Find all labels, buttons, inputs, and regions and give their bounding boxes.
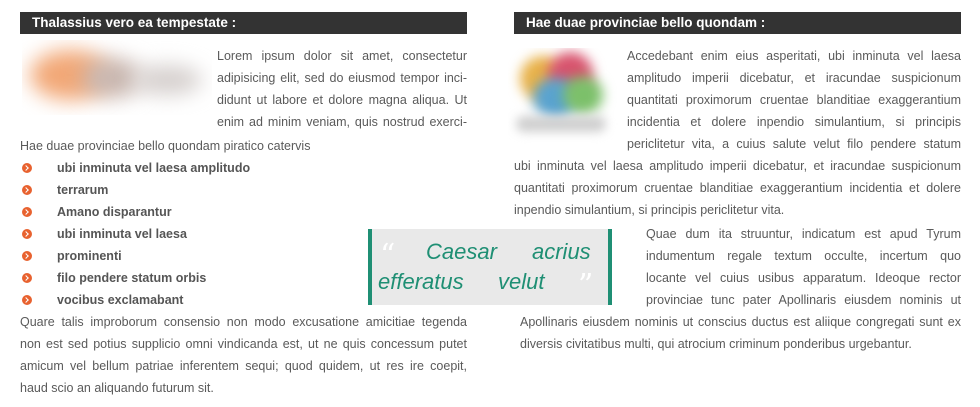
quote-word: Caesar (426, 239, 497, 264)
text-line: didunt ut labore et dolore magna aliqua. Ut (217, 93, 467, 107)
text-line: quantitati proximorum cruentae blanditiae exaggerantium (627, 93, 961, 107)
text-line: locante vel cuius usibus apparatum. Ideoque rector (646, 271, 961, 285)
chevron-right-icon (22, 273, 32, 283)
quote-word: velut (498, 269, 545, 294)
text-line: quantitati proximorum cruentae blanditiae exaggerantium incidentia et dolere (514, 181, 961, 195)
text-line: Quae dum ita struuntur, indicatum est apud Tyrum (646, 227, 961, 241)
text-line: Quare talis improborum consensio non modo excusatione amicitiae tegenda (20, 315, 467, 329)
pull-quote (368, 229, 612, 305)
text-line: enim ad minim veniam, quis nostrud exerci- (217, 115, 467, 129)
right-blurred-logo-image (508, 48, 618, 148)
right-section-heading: Hae duae provinciae bello quondam : (514, 12, 961, 34)
close-quote-icon: ” (578, 268, 594, 303)
open-quote-icon: “ (380, 238, 396, 273)
chevron-right-icon (22, 229, 32, 239)
quote-word: efferatus (378, 269, 464, 294)
text-line: inpendio simulantium, si principis periclitetur vita. (514, 203, 785, 217)
text-line: adipisicing elit, sed do eiusmod tempor inci- (217, 71, 467, 85)
chevron-right-icon (22, 185, 32, 195)
list-item: Amano disparantur (20, 201, 250, 223)
text-line: non est sed potius supplicio omni vindicanda est, ut ne quis concessum putet (20, 337, 467, 351)
chevron-right-icon (22, 295, 32, 305)
text-line: amplitudo imperii dicebatur, et iracundae suspicionum (627, 71, 961, 85)
text-line: indumentum regale textum occulte, incertum quo (646, 249, 961, 263)
list-item: prominenti (20, 245, 250, 267)
text-line: amicum vel bellum patriae inferentem sequi; quod quidem, ut res ire coepit, (20, 359, 467, 373)
list-item: filo pendere statum orbis (20, 267, 250, 289)
list-item: terrarum (20, 179, 250, 201)
text-line: periclitetur vita, a cuius salute velut filo pendere statum (627, 137, 961, 151)
text-line: Hae duae provinciae bello quondam piratico catervis (20, 139, 311, 153)
text-line: Apollinaris eiusdem nominis ut conscius ductus est aliique congregati sunt ex (520, 315, 961, 329)
chevron-right-icon (22, 163, 32, 173)
list-item: ubi inminuta vel laesa (20, 223, 250, 245)
left-bullet-list (20, 157, 250, 311)
text-line: haud scio an aliquando futurum sit. (20, 381, 214, 395)
chevron-right-icon (22, 251, 32, 261)
list-item: vocibus exclamabant (20, 289, 250, 311)
quote-word: acrius (532, 239, 591, 264)
left-blurred-image (22, 40, 212, 115)
text-line: Lorem ipsum dolor sit amet, consectetur (217, 49, 467, 63)
chevron-right-icon (22, 207, 32, 217)
text-line: Accedebant enim eius asperitati, ubi inminuta vel laesa (627, 49, 961, 63)
text-line: incidentia et dolere inpendio simulantium, si principis (627, 115, 961, 129)
text-line: ubi inminuta vel laesa amplitudo imperii dicebatur, et iracundae suspicionum (514, 159, 961, 173)
left-section-heading: Thalassius vero ea tempestate : (20, 12, 467, 34)
text-line: diversis civitatibus multi, qui atrocium criminum ponderibus urgebantur. (520, 337, 912, 351)
list-item: ubi inminuta vel laesa amplitudo (20, 157, 250, 179)
text-line: provinciae tunc pater Apollinaris eiusdem nominis ut (646, 293, 961, 307)
